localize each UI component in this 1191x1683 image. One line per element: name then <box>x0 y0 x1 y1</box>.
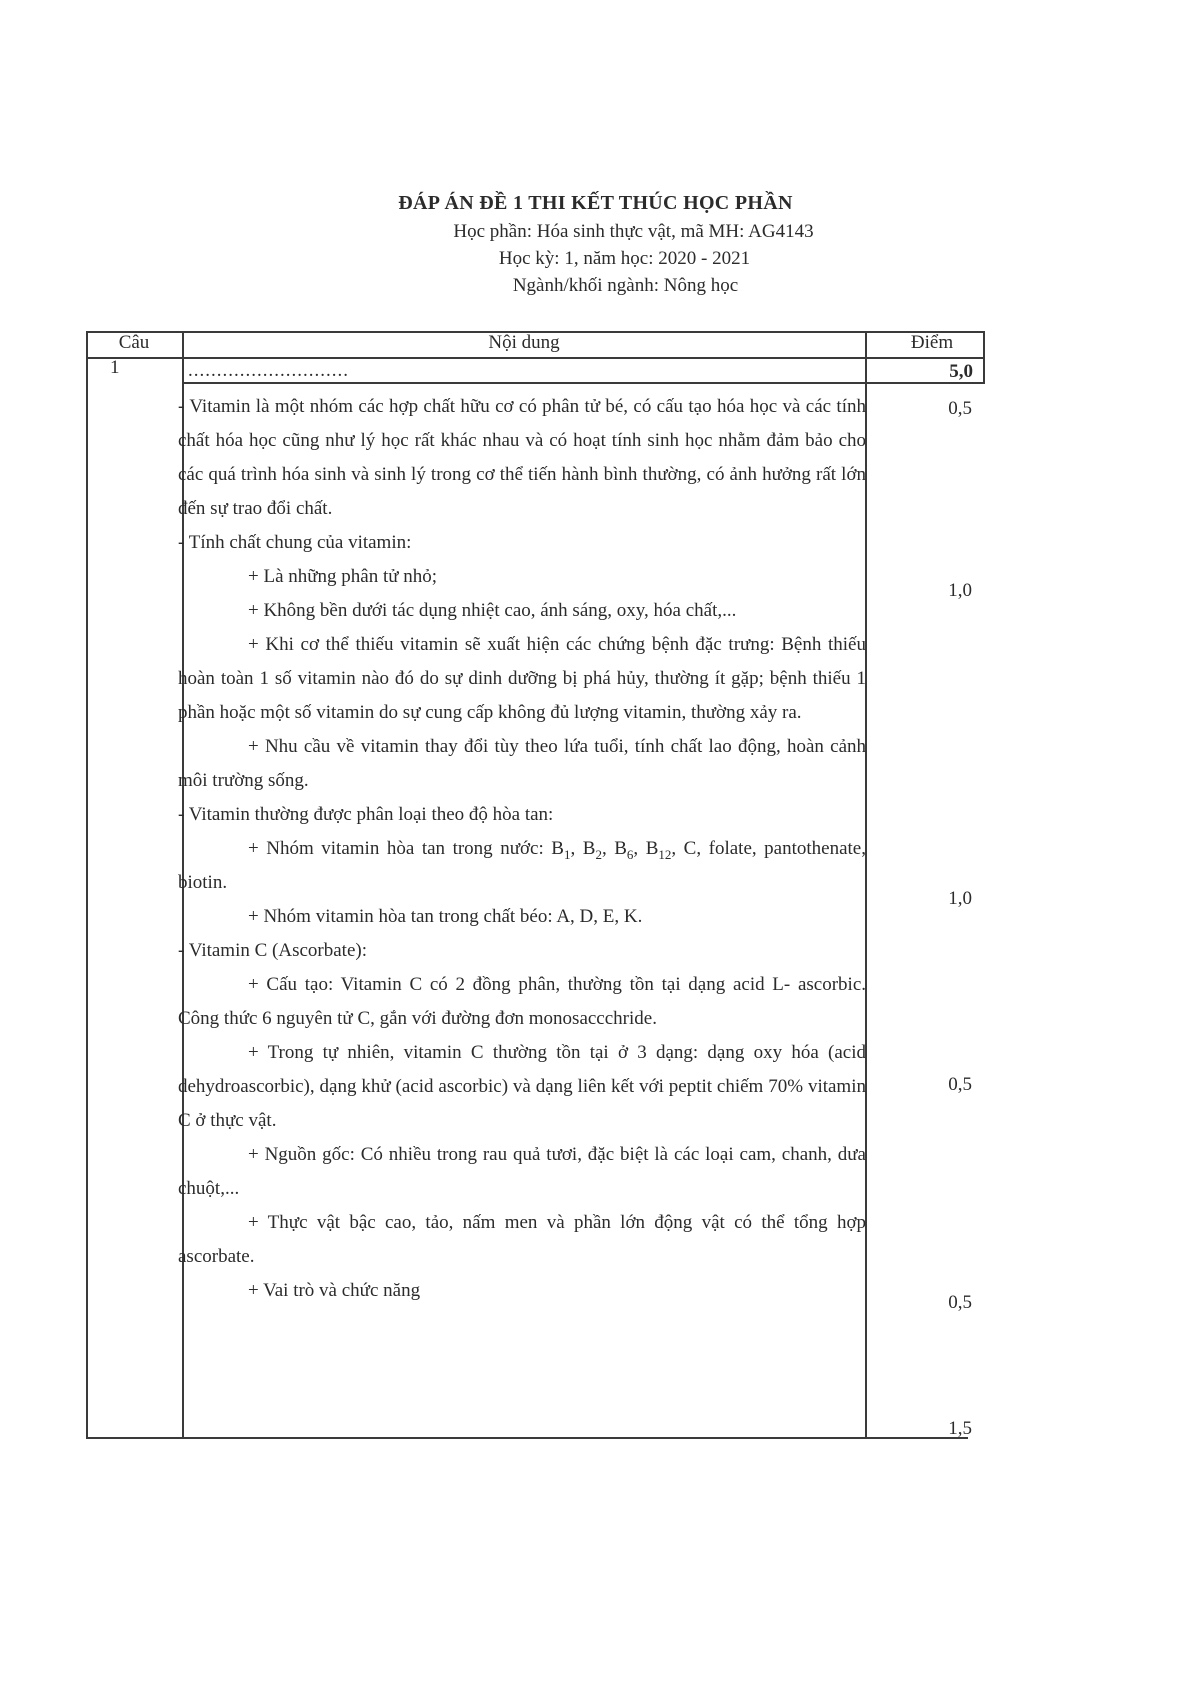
score-vitamin-c-role: 1,5 <box>948 1418 972 1439</box>
content-line: - Vitamin thường được phân loại theo độ hòa tan: <box>178 804 554 825</box>
content-line: + Nguồn gốc: Có nhiều trong rau quả tươi, đặc biệt là các loại cam, chanh, dưa chuột,... <box>178 1144 866 1199</box>
content-line: - Vitamin C (Ascorbate): <box>178 940 367 961</box>
score-vitamin-c-source: 0,5 <box>948 1292 972 1313</box>
score-vitamin-definition: 0,5 <box>948 398 972 419</box>
column-header-noi-dung: Nội dung <box>488 332 560 353</box>
document-title: ĐÁP ÁN ĐỀ 1 THI KẾT THÚC HỌC PHẦN <box>398 192 793 214</box>
major-line: Ngành/khối ngành: Nông học <box>512 275 739 296</box>
content-line: + Không bền dưới tác dụng nhiệt cao, ánh sáng, oxy, hóa chất,... <box>248 600 737 621</box>
content-line: - Tính chất chung của vitamin: <box>178 532 412 553</box>
score-classification: 1,0 <box>948 888 972 909</box>
table-bottom-border <box>86 1437 968 1439</box>
content-line: + Nhóm vitamin hòa tan trong chất béo: A, D, E, K. <box>248 906 643 927</box>
content-line: + Nhu cầu về vitamin thay đổi tùy theo lứa tuổi, tính chất lao động, hoàn cảnh môi trường sống. <box>178 736 866 791</box>
content-line: + Trong tự nhiên, vitamin C thường tồn tại ở 3 dạng: dạng oxy hóa (acid dehydroascorbic), dạng khử (acid ascorbic) và dạng liên kết với peptit chiếm 70% vitamin C ở thực vật. <box>178 1042 866 1131</box>
answer-content <box>178 390 866 1308</box>
content-line: + Thực vật bậc cao, tảo, nấm men và phần lớn động vật có thể tổng hợp ascorbate. <box>178 1212 866 1267</box>
column-header-diem: Điểm <box>910 332 954 353</box>
content-line-water-soluble: + Nhóm vitamin hòa tan trong nước: $B_1$, $B_2$, $B_6$, $B_{12}$, C, folate, pantothenate, biotin. <box>178 838 866 893</box>
content-line: + Là những phân tử nhỏ; <box>248 566 438 587</box>
question-number: 1 <box>110 357 120 378</box>
column-header-cau: Câu <box>118 332 150 353</box>
score-general-properties: 1,0 <box>948 580 972 601</box>
table-left-border <box>86 331 88 1438</box>
content-line: + Cấu tạo: Vitamin C có 2 đồng phân, thường tồn tại dạng acid L- ascorbic. Công thức 6 nguyên tử C, gắn với đường đơn monosaccchride. <box>178 974 866 1029</box>
semester-line: Học kỳ: 1, năm học: 2020 - 2021 <box>498 248 751 269</box>
question-dots: ............................ <box>188 360 349 381</box>
content-line: + Khi cơ thể thiếu vitamin sẽ xuất hiện các chứng bệnh đặc trưng: Bệnh thiếu hoàn toàn 1 số vitamin nào đó do sự dinh dưỡng bị phá hủy, thường ít gặp; bệnh thiếu 1 phần hoặc một số vitamin do sự cung cấp không đủ lượng vitamin, thường xảy ra. <box>178 634 866 723</box>
question-total-score: 5,0 <box>949 361 973 382</box>
content-line: - Vitamin là một nhóm các hợp chất hữu cơ có phân tử bé, có cấu tạo hóa học và các tính chất hóa học cũng như lý học rất khác nhau và có hoạt tính sinh học nhằm đảm bảo cho các quá trình hóa sinh và sinh lý trong cơ thể tiến hành bình thường, có ảnh hưởng rất lớn đến sự trao đổi chất. <box>178 396 866 519</box>
course-line: Học phần: Hóa sinh thực vật, mã MH: AG4143 <box>453 221 814 242</box>
score-vitamin-c-structure: 0,5 <box>948 1074 972 1095</box>
content-line: + Vai trò và chức năng <box>248 1280 421 1301</box>
